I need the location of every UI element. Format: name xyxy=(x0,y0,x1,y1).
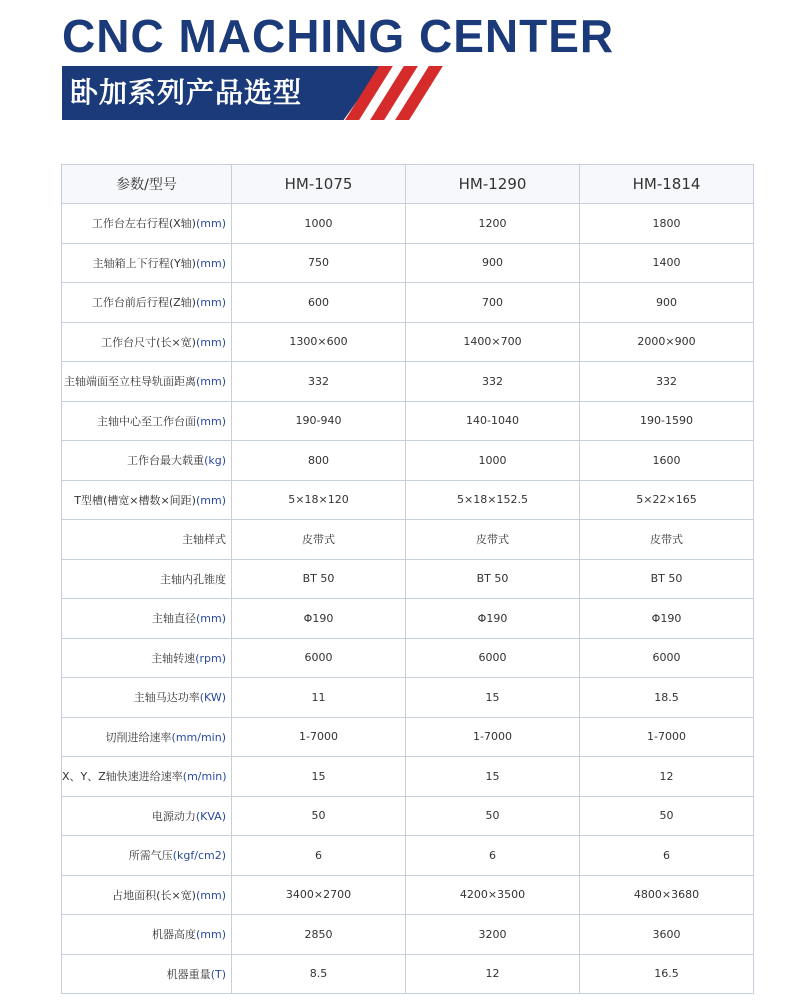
table-cell: 4200×3500 xyxy=(406,875,580,915)
table-cell: 1200 xyxy=(406,204,580,244)
header-param-model: 参数/型号 xyxy=(62,165,232,204)
row-label xyxy=(62,796,232,836)
table-cell: 8.5 xyxy=(232,954,406,994)
param-name: 切削进给速率 xyxy=(105,730,172,744)
row-label xyxy=(62,362,232,402)
param-unit: (mm) xyxy=(195,335,226,349)
param-unit: (rpm) xyxy=(195,651,226,665)
table-cell: 5×18×120 xyxy=(232,480,406,520)
table-cell: 皮带式 xyxy=(580,520,754,560)
table-cell: 1000 xyxy=(232,204,406,244)
table-row xyxy=(62,362,754,402)
table-body xyxy=(62,204,754,994)
table-row xyxy=(62,678,754,718)
param-unit: (T) xyxy=(210,967,226,981)
table-row xyxy=(62,480,754,520)
table-cell: 6 xyxy=(406,836,580,876)
table-cell: 6000 xyxy=(580,638,754,678)
header-model: HM-1290 xyxy=(406,165,580,204)
param-name: 主轴转速 xyxy=(151,651,196,665)
table-row xyxy=(62,283,754,323)
param-unit: (mm) xyxy=(195,888,226,902)
row-label xyxy=(62,322,232,362)
table-cell: 6000 xyxy=(232,638,406,678)
table-cell: 332 xyxy=(406,362,580,402)
table-cell: 600 xyxy=(232,283,406,323)
param-unit: (mm) xyxy=(195,296,226,310)
table-cell: 15 xyxy=(406,757,580,797)
table-row xyxy=(62,875,754,915)
param-name: 主轴箱上下行程(Y轴) xyxy=(92,256,196,270)
table-cell: 900 xyxy=(406,243,580,283)
table-cell: 700 xyxy=(406,283,580,323)
row-label xyxy=(62,954,232,994)
param-name: 主轴马达功率 xyxy=(133,691,200,705)
table-row xyxy=(62,915,754,955)
table-cell: 皮带式 xyxy=(232,520,406,560)
table-cell: 1600 xyxy=(580,441,754,481)
table-cell: 6000 xyxy=(406,638,580,678)
table-cell: 1800 xyxy=(580,204,754,244)
table-cell: 2000×900 xyxy=(580,322,754,362)
row-label xyxy=(62,638,232,678)
table-cell: 1-7000 xyxy=(406,717,580,757)
table-cell: 1400 xyxy=(580,243,754,283)
row-label xyxy=(62,243,232,283)
table-cell: 16.5 xyxy=(580,954,754,994)
table-cell: 6 xyxy=(232,836,406,876)
table-cell: BT 50 xyxy=(580,559,754,599)
param-unit: (mm/min) xyxy=(171,730,226,744)
row-label xyxy=(62,875,232,915)
table-row xyxy=(62,520,754,560)
table-cell: 1300×600 xyxy=(232,322,406,362)
param-unit: (KW) xyxy=(199,691,226,705)
param-name: 工作台左右行程(X轴) xyxy=(91,217,196,231)
table-cell: 15 xyxy=(406,678,580,718)
row-label xyxy=(62,204,232,244)
row-label xyxy=(62,401,232,441)
table-row xyxy=(62,717,754,757)
table-row xyxy=(62,559,754,599)
table-cell: 1000 xyxy=(406,441,580,481)
param-name: 所需气压 xyxy=(128,849,173,863)
table-cell: 15 xyxy=(232,757,406,797)
param-name: 主轴中心至工作台面 xyxy=(96,414,196,428)
table-cell: 3200 xyxy=(406,915,580,955)
param-unit: (mm) xyxy=(195,928,226,942)
table-cell: 12 xyxy=(406,954,580,994)
param-name: 主轴内孔锥度 xyxy=(160,572,226,586)
row-label xyxy=(62,559,232,599)
table-cell: 332 xyxy=(580,362,754,402)
table-cell: 800 xyxy=(232,441,406,481)
subtitle-banner xyxy=(62,66,442,120)
table-cell: 3400×2700 xyxy=(232,875,406,915)
table-cell: Φ190 xyxy=(232,599,406,639)
spec-table-container xyxy=(61,164,753,994)
param-name: 机器高度 xyxy=(151,928,196,942)
table-cell: 750 xyxy=(232,243,406,283)
row-label xyxy=(62,678,232,718)
table-cell: 140-1040 xyxy=(406,401,580,441)
table-cell: 332 xyxy=(232,362,406,402)
table-row xyxy=(62,204,754,244)
table-cell: 50 xyxy=(406,796,580,836)
table-cell: 1400×700 xyxy=(406,322,580,362)
row-label xyxy=(62,441,232,481)
param-unit: (m/min) xyxy=(182,770,227,784)
param-unit: (kg) xyxy=(204,454,226,468)
table-row xyxy=(62,836,754,876)
table-cell: 3600 xyxy=(580,915,754,955)
param-unit: (mm) xyxy=(195,493,226,507)
table-row xyxy=(62,243,754,283)
row-label xyxy=(62,757,232,797)
param-name: X、Y、Z轴快速进给速率 xyxy=(62,770,183,784)
table-cell: 1-7000 xyxy=(580,717,754,757)
table-cell: Φ190 xyxy=(406,599,580,639)
table-row xyxy=(62,441,754,481)
table-cell: 1-7000 xyxy=(232,717,406,757)
param-name: 主轴样式 xyxy=(182,533,226,547)
table-row xyxy=(62,401,754,441)
param-name: 工作台尺寸(长×宽) xyxy=(101,335,196,349)
param-name: 占地面积(长×宽) xyxy=(112,888,196,902)
row-label xyxy=(62,520,232,560)
page-title: CNC MACHING CENTER xyxy=(62,10,615,62)
param-unit: (mm) xyxy=(195,256,226,270)
table-cell: 50 xyxy=(232,796,406,836)
param-unit: (KVA) xyxy=(195,809,226,823)
table-cell: 6 xyxy=(580,836,754,876)
table-cell: 190-940 xyxy=(232,401,406,441)
param-name: 工作台最大载重 xyxy=(127,454,205,468)
table-header-row xyxy=(62,165,754,204)
param-name: 主轴直径 xyxy=(151,612,196,626)
table-cell: Φ190 xyxy=(580,599,754,639)
param-unit: (mm) xyxy=(195,217,226,231)
table-cell: 4800×3680 xyxy=(580,875,754,915)
table-row xyxy=(62,322,754,362)
param-name: 电源动力 xyxy=(151,809,196,823)
row-label xyxy=(62,283,232,323)
row-label xyxy=(62,599,232,639)
table-row xyxy=(62,796,754,836)
header-model: HM-1075 xyxy=(232,165,406,204)
table-row xyxy=(62,638,754,678)
row-label xyxy=(62,480,232,520)
param-unit: (mm) xyxy=(195,375,226,389)
banner-title: 卧加系列产品选型 xyxy=(70,76,303,109)
table-row xyxy=(62,954,754,994)
row-label xyxy=(62,836,232,876)
param-name: 主轴端面至立柱导轨面距离 xyxy=(63,375,196,389)
table-cell: 5×22×165 xyxy=(580,480,754,520)
header-model: HM-1814 xyxy=(580,165,754,204)
table-row xyxy=(62,757,754,797)
table-row xyxy=(62,599,754,639)
table-cell: 12 xyxy=(580,757,754,797)
row-label xyxy=(62,717,232,757)
table-cell: 190-1590 xyxy=(580,401,754,441)
row-label xyxy=(62,915,232,955)
table-cell: 18.5 xyxy=(580,678,754,718)
param-unit: (kgf/cm2) xyxy=(172,849,226,863)
param-unit: (mm) xyxy=(195,612,226,626)
table-cell: BT 50 xyxy=(232,559,406,599)
table-cell: 50 xyxy=(580,796,754,836)
param-name: 机器重量 xyxy=(166,967,211,981)
table-cell: 2850 xyxy=(232,915,406,955)
table-cell: 皮带式 xyxy=(406,520,580,560)
spec-table xyxy=(61,164,754,994)
table-cell: 900 xyxy=(580,283,754,323)
param-name: T型槽(槽宽×槽数×间距) xyxy=(74,493,196,507)
table-cell: BT 50 xyxy=(406,559,580,599)
table-cell: 5×18×152.5 xyxy=(406,480,580,520)
table-cell: 11 xyxy=(232,678,406,718)
param-name: 工作台前后行程(Z轴) xyxy=(91,296,196,310)
param-unit: (mm) xyxy=(195,414,226,428)
